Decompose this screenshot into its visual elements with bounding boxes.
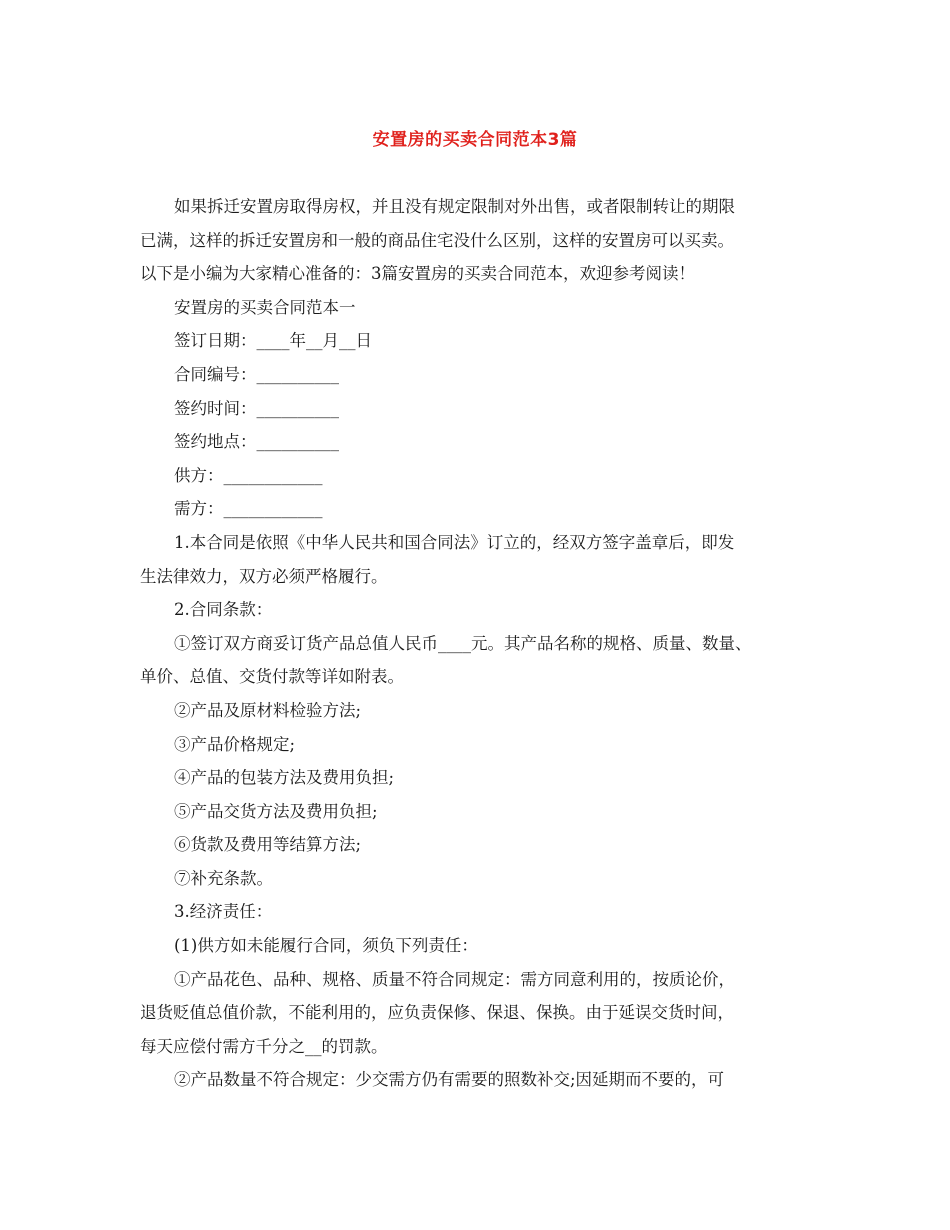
text-line: 2.合同条款：: [174, 600, 273, 620]
text-line: 以下是小编为大家精心准备的：3篇安置房的买卖合同范本，欢迎参考阅读！: [140, 264, 695, 284]
text-line: 1.本合同是依照《中华人民共和国合同法》订立的，经双方签字盖章后，即发: [174, 532, 735, 552]
text-line: 签约时间：__________: [174, 398, 339, 418]
text-line: ③产品价格规定;: [174, 734, 296, 754]
text-line: 如果拆迁安置房取得房权，并且没有规定限制对外出售，或者限制转让的期限: [174, 197, 735, 216]
text-line: 退货贬值总值价款，不能利用的，应负责保修、保退、保换。由于延误交货时间，: [140, 1003, 734, 1023]
document-body: [140, 190, 830, 1097]
text-line: 每天应偿付需方千分之__的罚款。: [140, 1036, 388, 1056]
text-line: ②产品及原材料检验方法;: [174, 700, 362, 720]
text-line: ②产品数量不符合规定：少交需方仍有需要的照数补交;因延期而不要的，可: [174, 1070, 725, 1090]
text-line: 安置房的买卖合同范本一: [174, 297, 356, 317]
text-line: 合同编号：__________: [174, 364, 339, 384]
text-line: 已满，这样的拆迁安置房和一般的商品住宅没什么区别，这样的安置房可以买卖。: [140, 230, 734, 250]
text-line: 签约地点：__________: [174, 432, 339, 452]
text-line: ⑦补充条款。: [174, 868, 273, 888]
text-line: ⑥货款及费用等结算方法;: [174, 835, 362, 855]
text-line: ①产品花色、品种、规格、质量不符合同规定：需方同意利用的，按质论价，: [174, 969, 735, 989]
text-line: 3.经济责任：: [174, 902, 273, 922]
text-line: 签订日期：____年__月__日: [174, 331, 372, 351]
text-line: ①签订双方商妥订货产品总值人民币____元。其产品名称的规格、质量、数量、: [174, 633, 752, 653]
text-line: 单价、总值、交货付款等详如附表。: [140, 667, 404, 687]
text-line: ④产品的包装方法及费用负担;: [174, 768, 395, 788]
text-line: 供方：____________: [174, 465, 323, 485]
text-line: 需方：____________: [174, 499, 323, 519]
text-line: 生法律效力，双方必须严格履行。: [140, 566, 388, 586]
document-title: 安置房的买卖合同范本3篇: [372, 130, 578, 150]
text-line: (1)供方如未能履行合同，须负下列责任：: [174, 936, 478, 956]
text-line: ⑤产品交货方法及费用负担;: [174, 801, 378, 821]
